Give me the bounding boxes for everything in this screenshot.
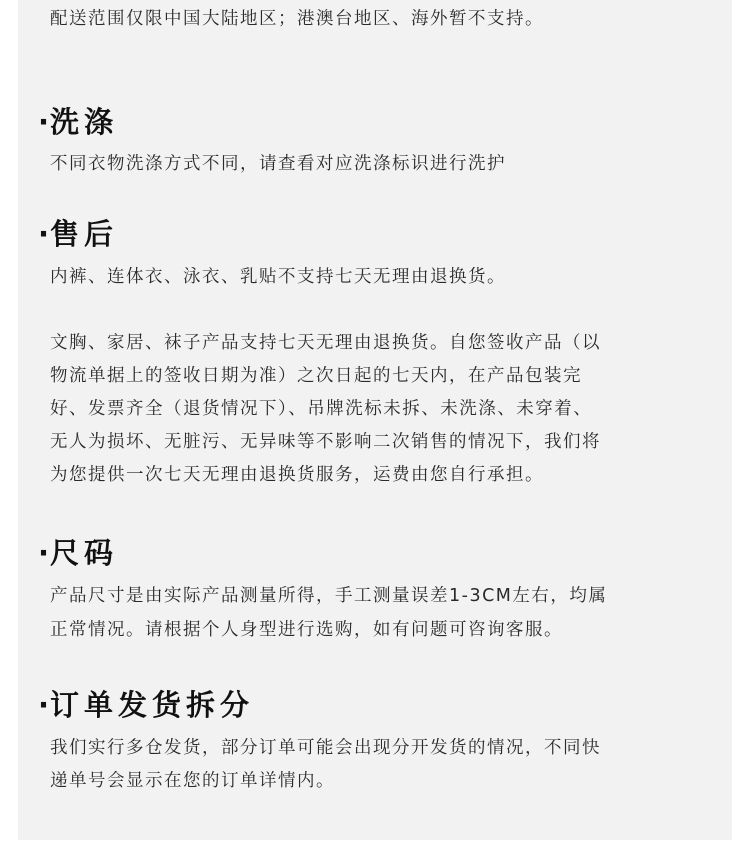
- aftersales-title: 售后: [50, 217, 119, 251]
- shipping-text: 配送范围仅限中国大陆地区；港澳台地区、海外暂不支持。: [50, 9, 544, 29]
- size-text-line: 产品尺寸是由实际产品测量所得，手工测量误差1-3CM左右，均属: [50, 586, 608, 606]
- section-heading-aftersales: [38, 216, 118, 252]
- split-shipping-title: 订单发货拆分: [50, 688, 255, 722]
- aftersales-text-line: 内裤、连体衣、泳衣、乳贴不支持七天无理由退换货。: [50, 267, 506, 287]
- split-shipping-text-line: 递单号会显示在您的订单详情内。: [50, 771, 335, 791]
- size-title: 尺码: [50, 536, 119, 570]
- bullet-icon: ·: [38, 688, 55, 722]
- washing-title: 洗涤: [50, 105, 119, 139]
- split-shipping-text-line: 我们实行多仓发货，部分订单可能会出现分开发货的情况，不同快: [50, 738, 601, 758]
- section-heading-split-shipping: [38, 687, 254, 723]
- bullet-icon: ·: [38, 105, 55, 139]
- aftersales-text-line: 文胸、家居、袜子产品支持七天无理由退换货。自您签收产品（以: [50, 333, 601, 353]
- aftersales-text-line: 为您提供一次七天无理由退换货服务，运费由您自行承担。: [50, 465, 544, 485]
- section-heading-size: [38, 535, 118, 571]
- aftersales-text-line: 好、发票齐全（退货情况下）、吊牌洗标未拆、未洗涤、未穿着、: [50, 399, 593, 419]
- bullet-icon: ·: [38, 217, 55, 251]
- bullet-icon: ·: [38, 536, 55, 570]
- aftersales-text-line: 无人为损坏、无脏污、无异味等不影响二次销售的情况下，我们将: [50, 432, 601, 452]
- size-text-line: 正常情况。请根据个人身型进行选购，如有问题可咨询客服。: [50, 620, 563, 640]
- section-heading-washing: [38, 104, 118, 140]
- washing-text: 不同衣物洗涤方式不同，请查看对应洗涤标识进行洗护: [50, 154, 506, 174]
- aftersales-text-line: 物流单据上的签收日期为准）之次日起的七天内，在产品包装完: [50, 366, 582, 386]
